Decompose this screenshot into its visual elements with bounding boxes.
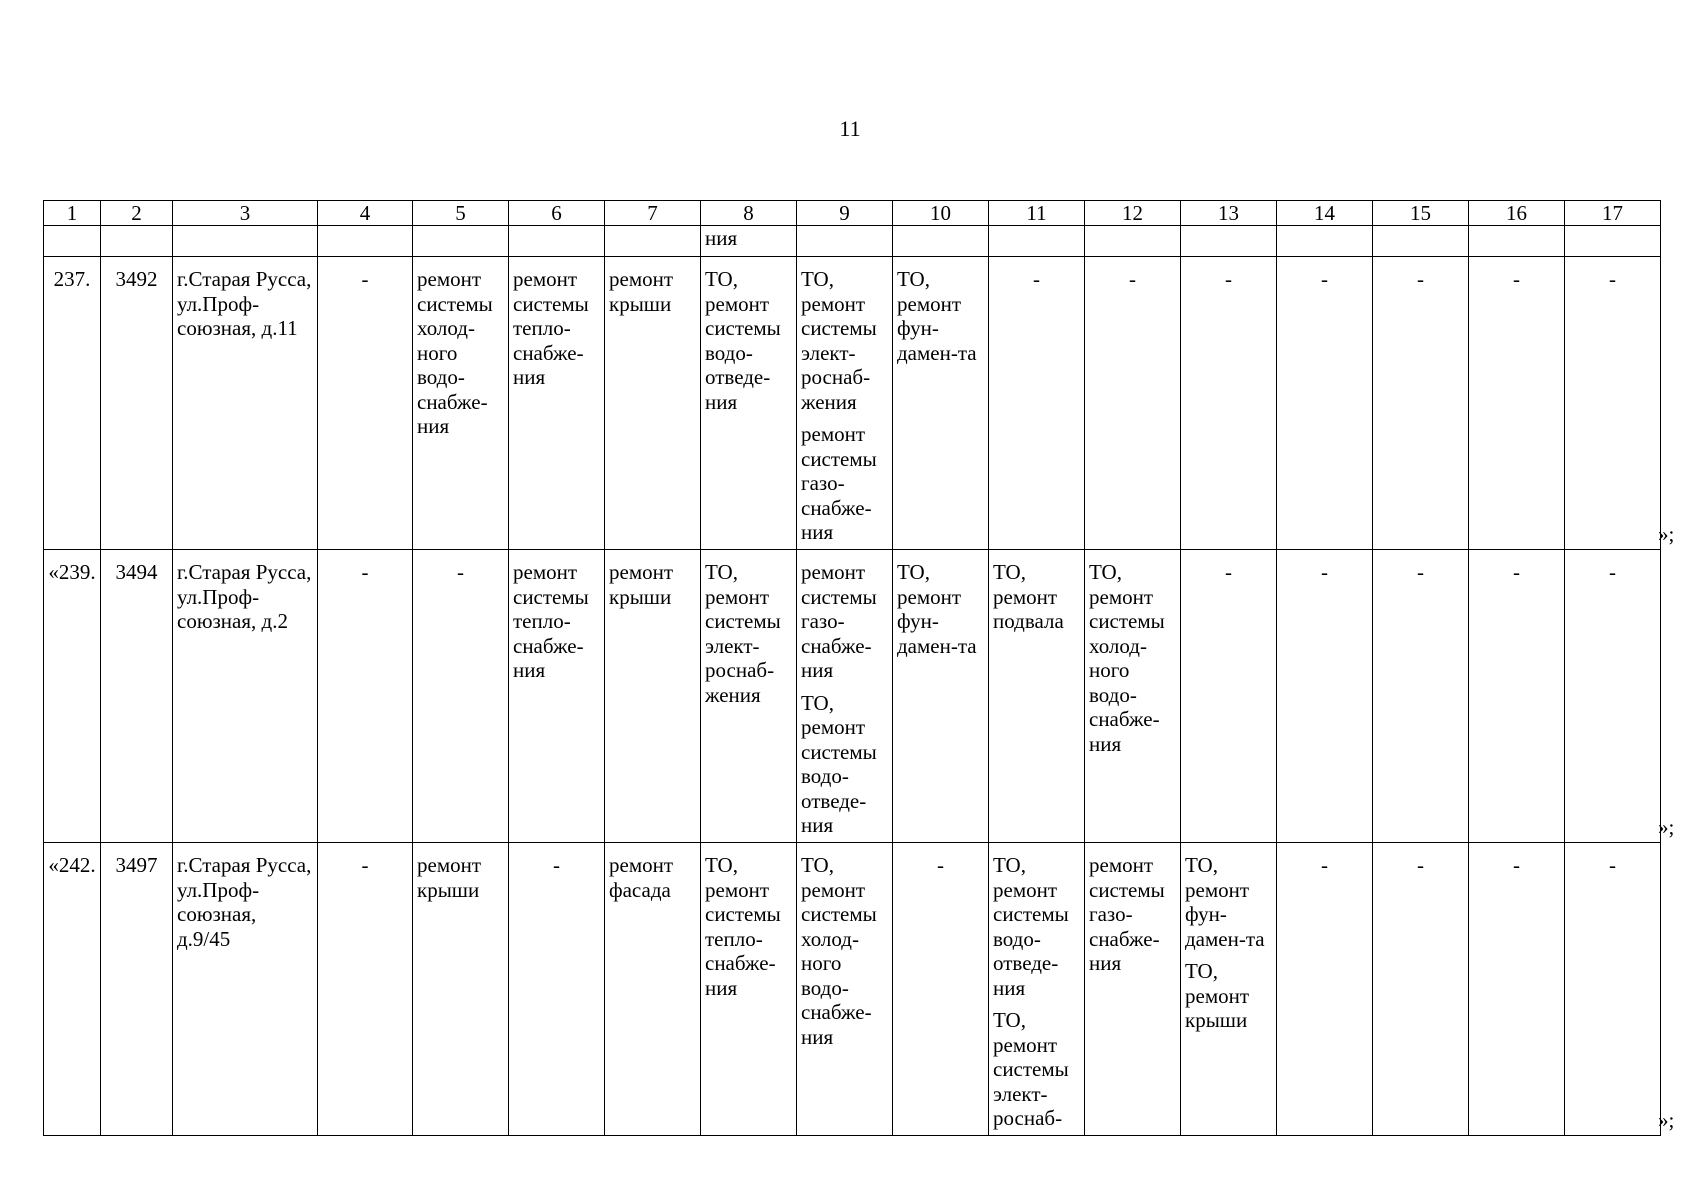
- column-header: 1: [44, 201, 101, 226]
- table-cell: [797, 226, 893, 257]
- table-cell: [1469, 226, 1565, 257]
- table-cell: [1085, 226, 1181, 257]
- table-cell: [509, 226, 605, 257]
- building-code: 3492: [101, 257, 173, 550]
- table-cell: [1277, 226, 1373, 257]
- table-cell: -: [318, 550, 413, 843]
- table-cell: ремонт крыши: [413, 843, 509, 1136]
- column-header: 2: [101, 201, 173, 226]
- work-item: ТО, ремонт системы водо-отведе-ния: [801, 690, 877, 837]
- work-item: ТО, ремонт системы водо-отведе-ния: [993, 853, 1069, 1000]
- column-header: 12: [1085, 201, 1181, 226]
- column-header: 14: [1277, 201, 1373, 226]
- column-number-row: [44, 201, 1661, 226]
- column-header: 16: [1469, 201, 1565, 226]
- table-cell: ТО, ремонт системы холод-ного водо-снабже-ния: [797, 843, 893, 1136]
- table-cell: -: [1085, 257, 1181, 550]
- table-cell: ТО, ремонт системы тепло-снабже-ния: [701, 843, 797, 1136]
- table-cell: ТО, ремонт системы водо-отведе-ния: [701, 257, 797, 550]
- row-number: 237.: [44, 257, 101, 550]
- table-cell: -: [1277, 257, 1373, 550]
- table-cell: -: [1565, 550, 1661, 843]
- table-cell: ния: [701, 226, 797, 257]
- table-cell: -: [318, 257, 413, 550]
- table-cell: ремонт системы тепло-снабже-ния: [509, 550, 605, 843]
- table-row: [44, 843, 1661, 1136]
- table-cell: -: [1181, 257, 1277, 550]
- column-header: 11: [989, 201, 1085, 226]
- row-closing-quote: »;: [1658, 1108, 1675, 1132]
- table-cell: -: [1565, 843, 1661, 1136]
- row-closing-quote: »;: [1658, 815, 1675, 839]
- table-cell: [989, 843, 1085, 1136]
- table-cell: [318, 226, 413, 257]
- table-cell: [989, 226, 1085, 257]
- column-header: 5: [413, 201, 509, 226]
- table-cell: ремонт системы тепло-снабже-ния: [509, 257, 605, 550]
- table-cell: -: [1565, 257, 1661, 550]
- column-header: 13: [1181, 201, 1277, 226]
- building-code: 3497: [101, 843, 173, 1136]
- continuation-row: [44, 226, 1661, 257]
- table-cell: -: [509, 843, 605, 1136]
- column-header: 4: [318, 201, 413, 226]
- table-cell: -: [989, 257, 1085, 550]
- row-number: «239.: [44, 550, 101, 843]
- table-cell: [101, 226, 173, 257]
- table-cell: -: [1469, 550, 1565, 843]
- table-cell: ТО, ремонт фун-дамен-та: [893, 550, 989, 843]
- building-address: г.Старая Русса, ул.Проф-союзная, д.11: [173, 257, 318, 550]
- table-cell: -: [1277, 843, 1373, 1136]
- table-cell: [797, 550, 893, 843]
- table-cell: ТО, ремонт системы холод-ного водо-снабже-ния: [1085, 550, 1181, 843]
- table-cell: ТО, ремонт фун-дамен-та: [893, 257, 989, 550]
- table-row: [44, 550, 1661, 843]
- table-cell: -: [1373, 550, 1469, 843]
- column-header: 3: [173, 201, 318, 226]
- table-cell: ремонт фасада: [605, 843, 701, 1136]
- table-cell: [413, 226, 509, 257]
- column-header: 17: [1565, 201, 1661, 226]
- table-cell: [1565, 226, 1661, 257]
- table-cell: [1181, 226, 1277, 257]
- building-code: 3494: [101, 550, 173, 843]
- table-cell: -: [1181, 550, 1277, 843]
- work-item: ТО, ремонт системы элект-роснаб-жения: [801, 267, 877, 414]
- table-cell: ТО, ремонт системы элект-роснаб-жения: [701, 550, 797, 843]
- table-cell: -: [413, 550, 509, 843]
- table-cell: [173, 226, 318, 257]
- column-header: 6: [509, 201, 605, 226]
- work-item: ремонт системы газо-снабже-ния: [801, 422, 877, 544]
- column-header: 15: [1373, 201, 1469, 226]
- work-item: ТО, ремонт крыши: [1185, 959, 1250, 1032]
- table-cell: ремонт крыши: [605, 257, 701, 550]
- table-cell: -: [318, 843, 413, 1136]
- column-header: 10: [893, 201, 989, 226]
- table-cell: [1373, 226, 1469, 257]
- work-item: ТО, ремонт системы элект-роснаб-: [993, 1008, 1069, 1130]
- building-address: г.Старая Русса, ул.Проф-союзная, д.9/45: [173, 843, 318, 1136]
- table-cell: ТО, ремонт подвала: [989, 550, 1085, 843]
- row-closing-quote: »;: [1658, 522, 1675, 546]
- table-cell: -: [1373, 257, 1469, 550]
- building-address: г.Старая Русса, ул.Проф-союзная, д.2: [173, 550, 318, 843]
- table-cell: -: [1469, 843, 1565, 1136]
- work-item: ТО, ремонт фун-дамен-та: [1185, 853, 1265, 951]
- table-cell: [605, 226, 701, 257]
- table-cell: -: [1277, 550, 1373, 843]
- column-header: 8: [701, 201, 797, 226]
- table-cell: ремонт системы газо-снабже-ния: [1085, 843, 1181, 1136]
- table-cell: -: [1469, 257, 1565, 550]
- table-cell: ремонт крыши: [605, 550, 701, 843]
- table-cell: [1181, 843, 1277, 1136]
- table-cell: [893, 226, 989, 257]
- column-header: 7: [605, 201, 701, 226]
- work-item: ремонт системы газо-снабже-ния: [801, 560, 877, 682]
- table-row: [44, 257, 1661, 550]
- table-cell: -: [893, 843, 989, 1136]
- row-number: «242.: [44, 843, 101, 1136]
- table-cell: -: [1373, 843, 1469, 1136]
- table-cell: ремонт системы холод-ного водо-снабже-ния: [413, 257, 509, 550]
- column-header: 9: [797, 201, 893, 226]
- repair-schedule-table: [43, 200, 1661, 1136]
- table-cell: [797, 257, 893, 550]
- page-number: 11: [839, 116, 861, 141]
- table-cell: [44, 226, 101, 257]
